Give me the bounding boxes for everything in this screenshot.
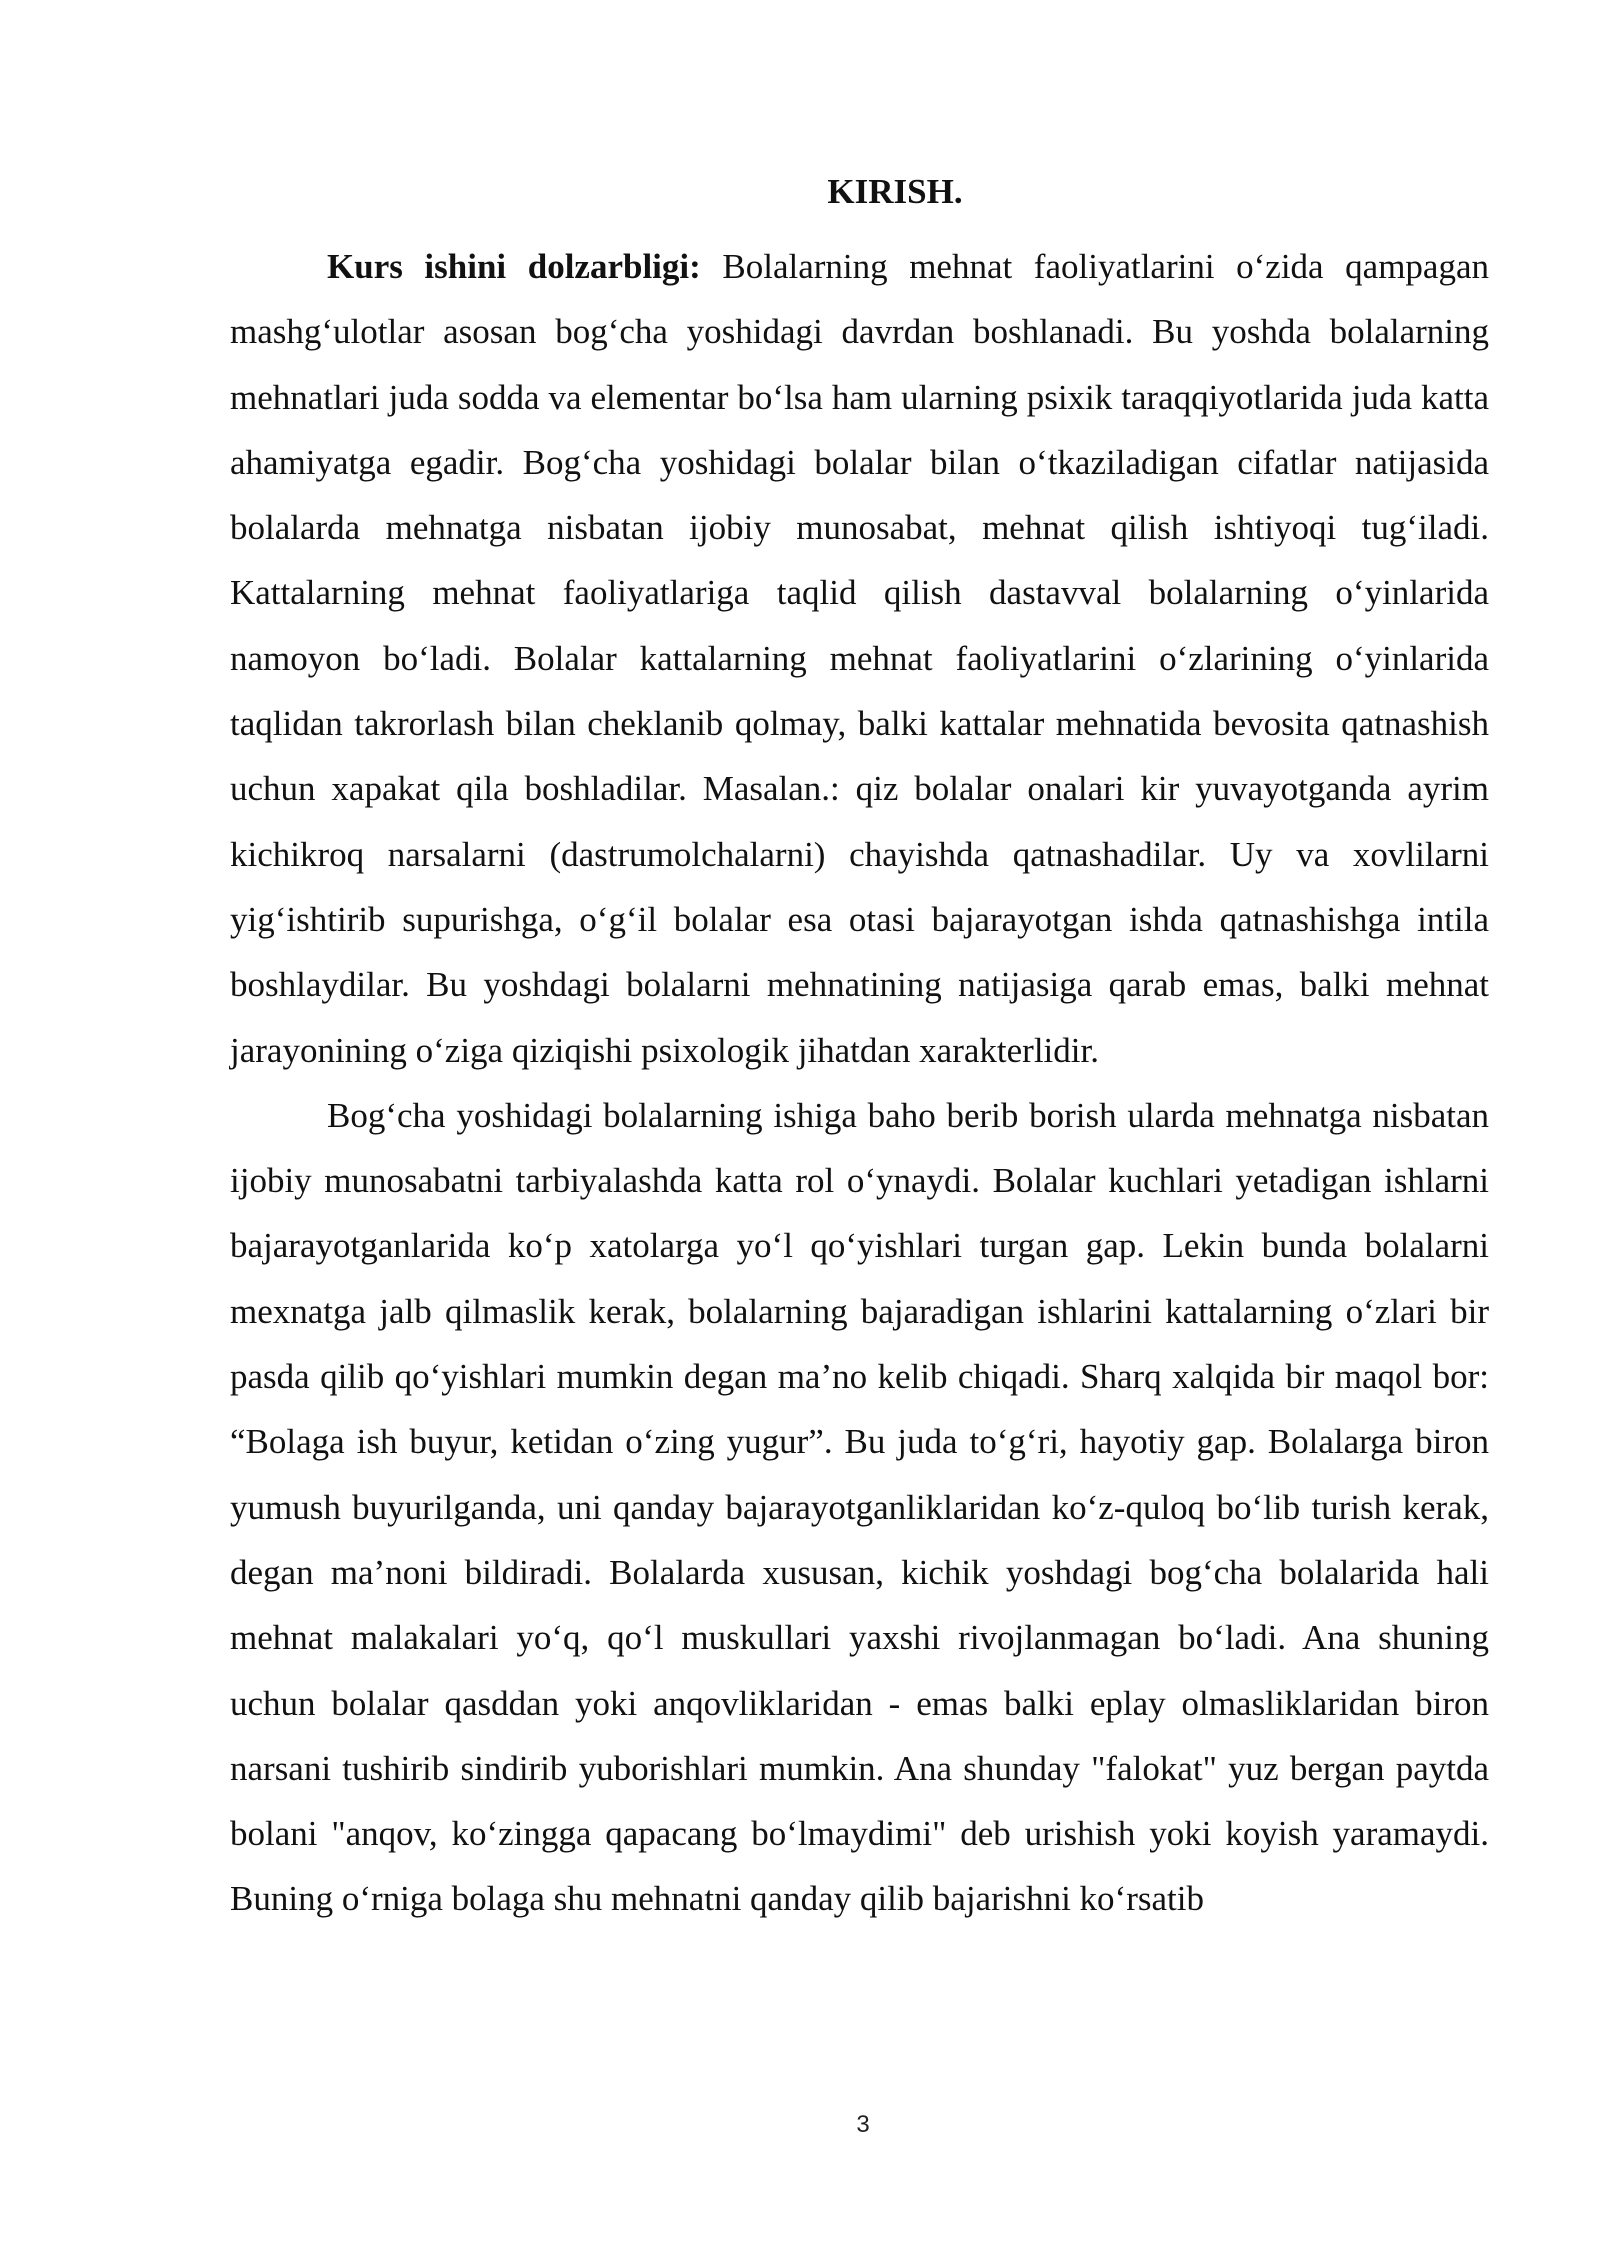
paragraph-evaluation [230, 1083, 1489, 1932]
paragraph-lead: Kurs ishini dolzarbligi: [327, 247, 701, 286]
page-number: 3 [856, 2111, 870, 2138]
paragraph-text: Bolalarning mehnat faoliyatlarini o‘zida qampagan mashg‘ulotlar asosan bog‘cha yoshidagi davrdan boshlanadi. Bu yoshda bolalarning mehnatlari juda sodda va elementar bo‘lsa ham ularning psixik taraqqiyotlarida juda katta ahamiyatga egadir. Bog‘cha yoshidagi bolalar bilan o‘tkaziladigan cifatlar natijasida bolalarda mehnatga nisbatan ijobiy munosabat, mehnat qilish ishtiyoqi tug‘iladi. Kattalarning mehnat faoliyatlariga taqlid qilish dastavval bolalarning o‘yinlarida namoyon bo‘ladi. Bolalar kattalarning mehnat faoliyatlarini o‘zlarining o‘yinlarida taqlidan takrorlash bilan cheklanib qolmay, balki kattalar mehnatida bevosita qatnashish uchun xapakat qila boshladilar. Masalan.: qiz bolalar onalari kir yuvayotganda ayrim kichikroq narsalarni (dastrumolchalarni) chayishda qatnashadilar. Uy va xovlilarni yig‘ishtirib supurishga, o‘g‘il bolalar esa otasi bajarayotgan ishda qatnashishga intila boshlaydilar. Bu yoshdagi bolalarni mehnatining natijasiga qarab emas, balki mehnat jarayonining o‘ziga qiziqishi psixologik jihatdan xarakterlidir. [230, 247, 1490, 1070]
paragraph-relevance [230, 234, 1489, 1083]
body-text [230, 234, 1489, 1932]
section-heading: KIRISH. [827, 172, 963, 211]
paragraph-text: Bog‘cha yoshidagi bolalarning ishiga baho berib borish ularda mehnatga nisbatan ijobiy munosabatni tarbiyalashda katta rol o‘ynaydi. Bolalar kuchlari yetadigan ishlarni bajarayotganlarida ko‘p xatolarga yo‘l qo‘yishlari turgan gap. Lekin bunda bolalarni mexnatga jalb qilmaslik kerak, bolalarning bajaradigan ishlarini kattalarning o‘zlari bir pasda qilib qo‘yishlari mumkin degan ma’no kelib chiqadi. Sharq xalqida bir maqol bor: “Bolaga ish buyur, ketidan o‘zing yugur”. Bu juda to‘g‘ri, hayotiy gap. Bolalarga biron yumush buyurilganda, uni qanday bajarayotganliklaridan ko‘z-quloq bo‘lib turish kerak, degan ma’noni bildiradi. Bolalarda xususan, kichik yoshdagi bog‘cha bolalarida hali mehnat malakalari yo‘q, qo‘l muskullari yaxshi rivojlanmagan bo‘ladi. Ana shuning uchun bolalar qasddan yoki anqovliklaridan - emas balki eplay olmasliklaridan biron narsani tushirib sindirib yuborishlari mumkin. Ana shunday "falokat" yuz bergan paytda bolani "anqov, ko‘zingga qapacang bo‘lmaydimi" deb urishish yoki koyish yaramaydi. Buning o‘rniga bolaga shu mehnatni qanday qilib bajarishni ko‘rsatib [230, 1095, 1489, 1919]
